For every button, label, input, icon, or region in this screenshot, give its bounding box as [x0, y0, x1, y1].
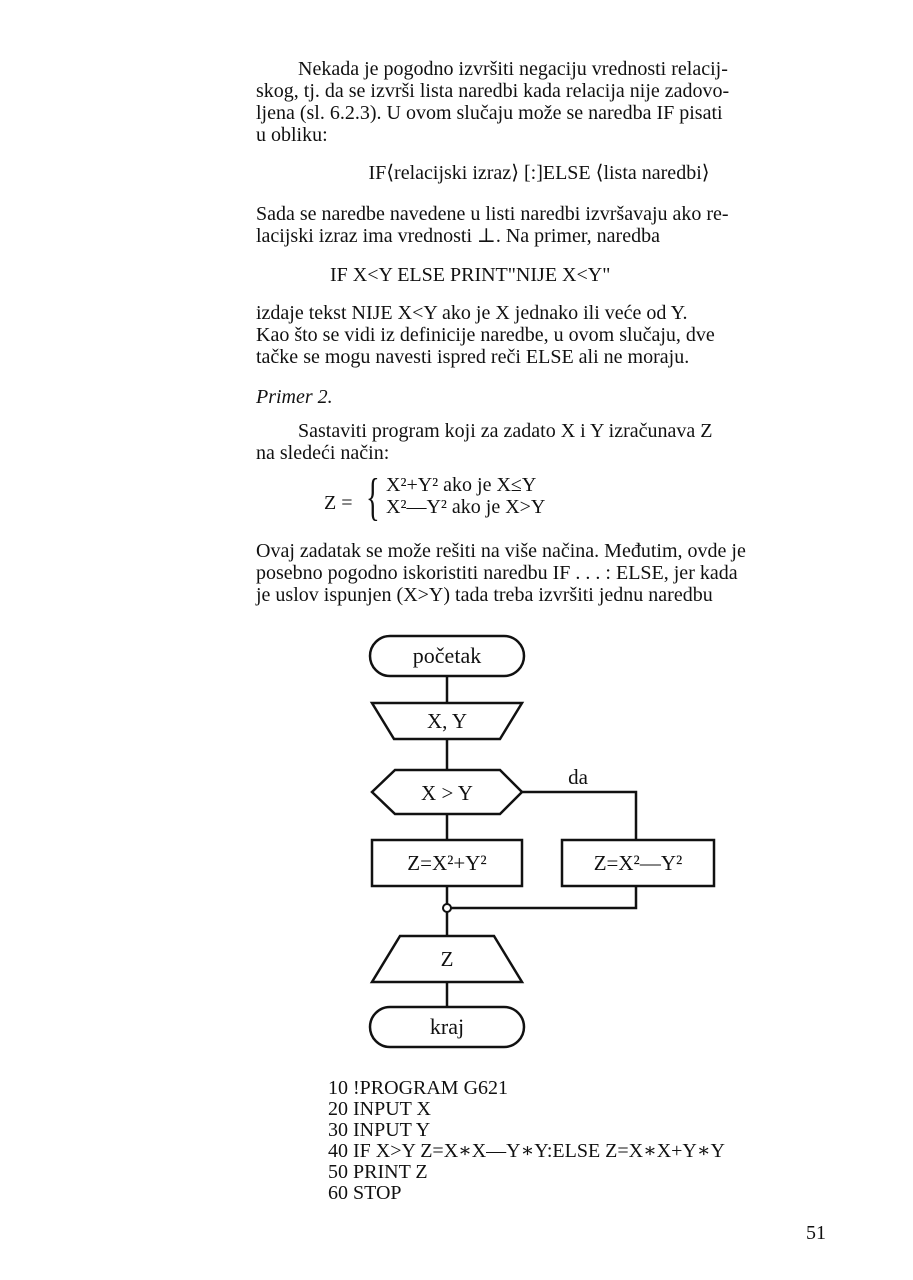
- text-line: na sledeći način:: [256, 442, 390, 464]
- text-line: Nekada je pogodno izvršiti negaciju vrednosti relacij-: [298, 58, 728, 80]
- text-line: Kao što se vidi iz definicije naredbe, u ovom slučaju, dve: [256, 324, 715, 346]
- syntax-line: IF⟨relacijski izraz⟩ [:]ELSE ⟨lista naredbi⟩: [368, 162, 710, 184]
- page-number: 51: [806, 1222, 826, 1244]
- text-line: ljena (sl. 6.2.3). U ovom slučaju može se naredba IF pisati: [256, 102, 723, 124]
- example-heading: Primer 2.: [256, 386, 333, 408]
- formula-lhs: Z =: [324, 492, 353, 514]
- text-line: Sada se naredbe navedene u listi naredbi izvršavaju ako re-: [256, 203, 729, 225]
- input-label: X, Y: [426, 709, 468, 733]
- start-label: početak: [412, 643, 482, 668]
- text-line: tačke se mogu navesti ispred reči ELSE ali ne moraju.: [256, 346, 690, 368]
- formula-case-1: X²+Y² ako je X≤Y: [386, 474, 537, 496]
- output-label: Z: [440, 947, 454, 971]
- text-line: Sastaviti program koji za zadato X i Y izračunava Z: [298, 420, 713, 442]
- yes-label: da: [568, 765, 588, 789]
- merge-point: [443, 904, 451, 912]
- brace-icon: {: [366, 469, 380, 526]
- formula-case-2: X²—Y² ako je X>Y: [386, 496, 546, 518]
- code-line: 60 STOP: [328, 1182, 402, 1204]
- text-line: izdaje tekst NIJE X<Y ako je X jednako ili veće od Y.: [256, 302, 688, 324]
- code-line: 40 IF X>Y Z=X∗X—Y∗Y:ELSE Z=X∗X+Y∗Y: [328, 1140, 725, 1162]
- text-line: Ovaj zadatak se može rešiti na više načina. Međutim, ovde je: [256, 540, 746, 562]
- text-line: skog, tj. da se izvrši lista naredbi kada relacija nije zadovo-: [256, 80, 730, 102]
- text-line: lacijski izraz ima vrednosti ⊥. Na primer, naredba: [256, 225, 660, 247]
- right-process-label: Z=X²—Y²: [593, 851, 683, 875]
- code-line: 20 INPUT X: [328, 1098, 431, 1120]
- left-process-label: Z=X²+Y²: [407, 851, 487, 875]
- example-statement: IF X<Y ELSE PRINT"NIJE X<Y": [330, 264, 611, 286]
- code-line: 30 INPUT Y: [328, 1119, 431, 1141]
- condition-label: X > Y: [421, 781, 473, 805]
- code-line: 10 !PROGRAM G621: [328, 1077, 509, 1099]
- program-listing: [328, 1078, 725, 1204]
- text-line: je uslov ispunjen (X>Y) tada treba izvršiti jednu naredbu: [256, 584, 713, 606]
- text-line: u obliku:: [256, 124, 328, 146]
- text-line: posebno pogodno iskoristiti naredbu IF . . . : ELSE, jer kada: [256, 562, 738, 584]
- merge-line: [447, 886, 636, 908]
- code-line: 50 PRINT Z: [328, 1161, 428, 1183]
- end-label: kraj: [429, 1014, 465, 1039]
- yes-branch-line: [522, 792, 636, 840]
